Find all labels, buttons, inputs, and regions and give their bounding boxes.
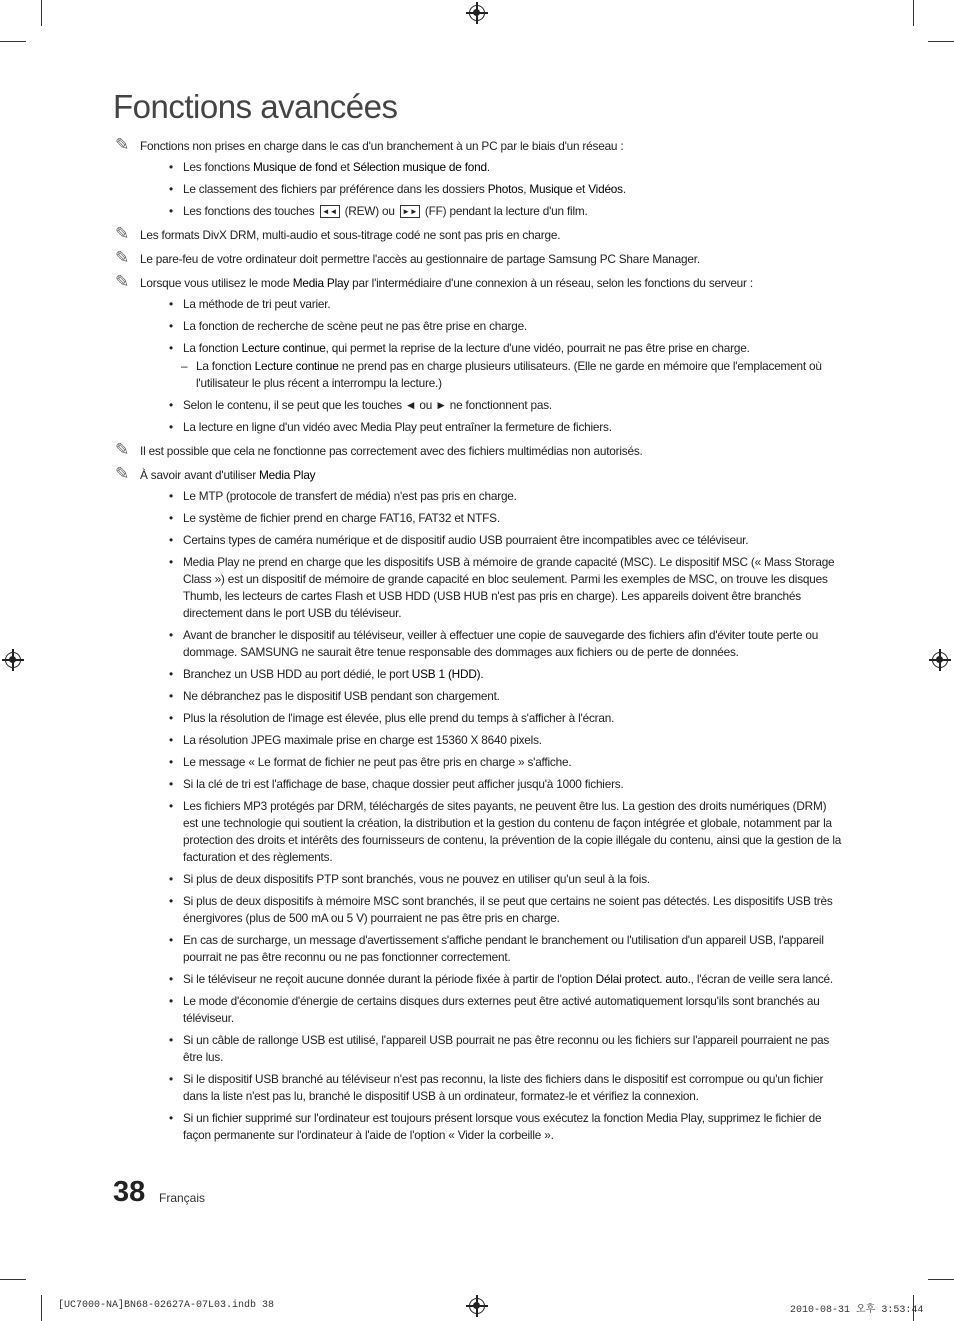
list-item: • Ne débranchez pas le dispositif USB pendant son chargement. [183,688,842,705]
list-item: • Plus la résolution de l'image est élevée, plus elle prend du temps à s'afficher à l'écran. [183,710,842,727]
list-item: • La fonction de recherche de scène peut ne pas être prise en charge. [183,318,842,335]
note: ✎ À savoir avant d'utiliser Media Play • Le MTP (protocole de transfert de média) n'est pas pris en charge. • Le système de fichier prend en charge FAT16, FAT32 et NTFS. • Certains types de caméra numérique et de dispositif audio USB pourraient être incompatibles avec ce téléviseur. • Media Play ne prend en charge que les dispositifs USB à mémoire de grande capacité (MSC). Le dispositif MSC (« Mass Storage Class ») est un dispositif de mémoire de grande capacité en bloc seulement. Parmi les exemples de MSC, on trouve les disques Thumb, les lecteurs de cartes Flash et USB HDD (USB HUB n'est pas pris en charge). Les appareils doivent être branchés directement dans le port USB du téléviseur. • Avant de brancher le dispositif au téléviseur, veiller à effectuer une copie de sauvegarde des fichiers afin d'éviter toute perte ou dommage. SAMSUNG ne saurait être tenue responsable des dommages aux fichiers ou de perte de données. • Branchez un USB HDD au port dédié, le port USB 1 (HDD). • Ne débranchez pas le dispositif USB pendant son chargement. • Plus la résolution de l'image est élevée, plus elle prend du temps à s'afficher à l'écran. • La résolution JPEG maximale prise en charge est 15360 X 8640 pixels. • Le message « Le format de fichier ne peut pas être pris en charge » s'affiche. • Si la clé de tri est l'affichage de base, chaque dossier peut afficher jusqu'à 1000 fichiers. • Les fichiers MP3 protégés par DRM, téléchargés de sites payants, ne peuvent être lus. La gestion des droits numériques (DRM) est une technologie qui soutient la création, la distribution et la gestion du contenu de façon intégrée et globale, notamment par la protection des droits et intérêts des fournisseurs de contenu, la prévention de la copie illégale du contenu, ainsi que la gestion de la facturation et des règlements. • Si plus de deux dispositifs PTP sont branchés, vous ne pouvez en utiliser qu'un seul à la fois. • Si plus de deux dispositifs à mémoire MSC sont branchés, il se peut que certains ne soient pas détectés. Les dispositifs USB très énergivores (plus de 500 mA ou 5 V) pourraient ne pas être pris en charge. • En cas de surcharge, un message d'avertissement s'affiche pendant le branchement ou l'utilisation d'un appareil USB, l'appareil pourrait ne pas être reconnu ou ne pas fonctionner correctement. • Si le téléviseur ne reçoit aucune donnée durant la période fixée à partir de l'option Délai protect. auto., l'écran de veille sera lancé. • Le mode d'économie d'énergie de certains disques durs externes peut être activé automatiquement lorsqu'ils sont branchés au téléviseur. • Si un câble de rallonge USB est utilisé, l'appareil USB pourrait ne pas être reconnu ou les fichiers sur l'appareil pourraient ne pas être lus. • Si le dispositif USB branché au téléviseur n'est pas reconnu, la liste des fichiers dans le dispositif est corrompue ou qu'un fichier dans la liste n'est pas lu, branché le dispositif USB à un ordinateur, formatez-le et vérifiez la connexion. • Si un fichier supprimé sur l'ordinateur est toujours présent lorsque vous exécutez la fonction Media Play, supprimez le fichier de façon permanente sur l'ordinateur à l'aide de l'option « Vider la corbeille ». [112,467,842,1144]
list-item: • Selon le contenu, il se peut que les touches ◄ ou ► ne fonctionnent pas. [183,397,842,414]
pencil-note-icon: ✎ [115,272,130,291]
list-item: • Si plus de deux dispositifs PTP sont branchés, vous ne pouvez en utiliser qu'un seul à la fois. [183,871,842,888]
crop-mark [0,1279,26,1280]
registration-mark-icon [469,5,485,21]
list-item: • Le mode d'économie d'énergie de certains disques durs externes peut être activé automatiquement lorsqu'ils sont branchés au téléviseur. [183,993,842,1027]
crop-mark [41,0,42,26]
list-item: • Le message « Le format de fichier ne peut pas être pris en charge » s'affiche. [183,754,842,771]
registration-mark-icon [469,1298,485,1314]
note: ✎ Les formats DivX DRM, multi-audio et sous-titrage codé ne sont pas pris en charge. [115,224,561,243]
crop-mark [41,1295,42,1321]
pencil-note-icon: ✎ [115,440,130,459]
list-item: • Si un fichier supprimé sur l'ordinateur est toujours présent lorsque vous exécutez la fonction Media Play, supprimez le fichier de façon permanente sur l'ordinateur à l'aide de l'option « Vider la corbeille ». [183,1110,842,1144]
list-item: • Si la clé de tri est l'affichage de base, chaque dossier peut afficher jusqu'à 1000 fichiers. [183,776,842,793]
print-footer-file: [UC7000-NA]BN68-02627A-07L03.indb 38 [58,1300,275,1311]
crop-mark [0,41,26,42]
pencil-note-icon: ✎ [115,464,130,483]
list-item: • Les fonctions des touches ◄◄ (REW) ou ►► (FF) pendant la lecture d'un film. [183,203,842,220]
list-item: • Si un câble de rallonge USB est utilisé, l'appareil USB pourrait ne pas être reconnu ou les fichiers sur l'appareil pourraient ne pas être lus. [183,1032,842,1066]
crop-mark [913,0,914,26]
registration-mark-icon [932,652,948,668]
list-item: • Media Play ne prend en charge que les dispositifs USB à mémoire de grande capacité (MSC). Le dispositif MSC (« Mass Storage Class ») est un dispositif de mémoire de grande capacité en bloc seulement. Parmi les exemples de MSC, on trouve les disques Thumb, les lecteurs de cartes Flash et USB HDD (USB HUB n'est pas pris en charge). Les appareils doivent être branchés directement dans le port USB du téléviseur. [183,554,842,622]
bullet-list [140,159,842,220]
pencil-note-icon: ✎ [115,248,130,267]
fast-forward-key-icon: ►► [400,205,420,218]
page-language: Français [159,1191,206,1205]
list-item: • En cas de surcharge, un message d'avertissement s'affiche pendant le branchement ou l'utilisation d'un appareil USB, l'appareil pourrait ne pas être reconnu ou ne pas fonctionner correctement. [183,932,842,966]
crop-mark [928,1279,954,1280]
list-item: • Le système de fichier prend en charge FAT16, FAT32 et NTFS. [183,510,842,527]
registration-mark-icon [5,652,21,668]
page-number: 38 [113,1176,146,1208]
note: ✎ Fonctions non prises en charge dans le cas d'un branchement à un PC par le biais d'un réseau : • Les fonctions Musique de fond et Sélection musique de fond. • Le classement des fichiers par préférence dans les dossiers Photos, Musique et Vidéos. • Les fonctions des touches ◄◄ (REW) ou ►► (FF) pendant la lecture d'un film. [112,138,842,220]
print-footer-date: 2010-08-31 오후 3:53:44 [790,1305,924,1316]
note: ✎ Le pare-feu de votre ordinateur doit permettre l'accès au gestionnaire de partage Samsung PC Share Manager. [115,248,700,267]
note: ✎ Il est possible que cela ne fonctionne pas correctement avec des fichiers multimédias non autorisés. [115,440,643,459]
bullet-list [140,296,842,436]
pencil-note-icon: ✎ [115,135,130,154]
list-item: • Le MTP (protocole de transfert de média) n'est pas pris en charge. [183,488,842,505]
rewind-key-icon: ◄◄ [320,205,340,218]
list-item: • La méthode de tri peut varier. [183,296,842,313]
list-item: • Si plus de deux dispositifs à mémoire MSC sont branchés, il se peut que certains ne soient pas détectés. Les dispositifs USB très énergivores (plus de 500 mA ou 5 V) pourraient ne pas être pris en charge. [183,893,842,927]
list-item: • Branchez un USB HDD au port dédié, le port USB 1 (HDD). [183,666,842,683]
list-subitem: – La fonction Lecture continue ne prend pas en charge plusieurs utilisateurs. (Elle ne garde en mémoire que l'emplacement où l'utilisateur le plus récent a interrompu la lecture.) [181,358,842,392]
list-item: • Les fichiers MP3 protégés par DRM, téléchargés de sites payants, ne peuvent être lus. La gestion des droits numériques (DRM) est une technologie qui soutient la création, la distribution et la gestion du contenu de façon intégrée et globale, notamment par la protection des droits et intérêts des fournisseurs de contenu, la prévention de la copie illégale du contenu, ainsi que la gestion de la facturation et des règlements. [183,798,842,866]
list-item: • Les fonctions Musique de fond et Sélection musique de fond. [183,159,842,176]
pencil-note-icon: ✎ [115,224,130,243]
bullet-list [140,488,842,1144]
list-item: • La fonction Lecture continue, qui permet la reprise de la lecture d'une vidéo, pourrait ne pas être prise en charge. [183,340,842,357]
list-item: • Certains types de caméra numérique et de dispositif audio USB pourraient être incompatibles avec ce téléviseur. [183,532,842,549]
crop-mark [928,41,954,42]
list-item: • La résolution JPEG maximale prise en charge est 15360 X 8640 pixels. [183,732,842,749]
note: ✎ Lorsque vous utilisez le mode Media Play par l'intermédiaire d'une connexion à un réseau, selon les fonctions du serveur : • La méthode de tri peut varier. • La fonction de recherche de scène peut ne pas être prise en charge. • La fonction Lecture continue, qui permet la reprise de la lecture d'une vidéo, pourrait ne pas être prise en charge. – La fonction Lecture continue ne prend pas en charge plusieurs utilisateurs. (Elle ne garde en mémoire que l'emplacement où l'utilisateur le plus récent a interrompu la lecture.) • Selon le contenu, il se peut que les touches ◄ ou ► ne fonctionnent pas. • La lecture en ligne d'un vidéo avec Media Play peut entraîner la fermeture de fichiers. [112,275,842,436]
list-item: • Si le téléviseur ne reçoit aucune donnée durant la période fixée à partir de l'option Délai protect. auto., l'écran de veille sera lancé. [183,971,842,988]
list-item: • Si le dispositif USB branché au téléviseur n'est pas reconnu, la liste des fichiers dans le dispositif est corrompue ou qu'un fichier dans la liste n'est pas lu, branché le dispositif USB à un ordinateur, formatez-le et vérifiez la connexion. [183,1071,842,1105]
page-title: Fonctions avancées [113,88,398,125]
list-item: • Avant de brancher le dispositif au téléviseur, veiller à effectuer une copie de sauvegarde des fichiers afin d'éviter toute perte ou dommage. SAMSUNG ne saurait être tenue responsable des dommages aux fichiers ou de perte de données. [183,627,842,661]
list-item: • La lecture en ligne d'un vidéo avec Media Play peut entraîner la fermeture de fichiers. [183,419,842,436]
page-content [112,135,842,1149]
list-item: • Le classement des fichiers par préférence dans les dossiers Photos, Musique et Vidéos. [183,181,842,198]
